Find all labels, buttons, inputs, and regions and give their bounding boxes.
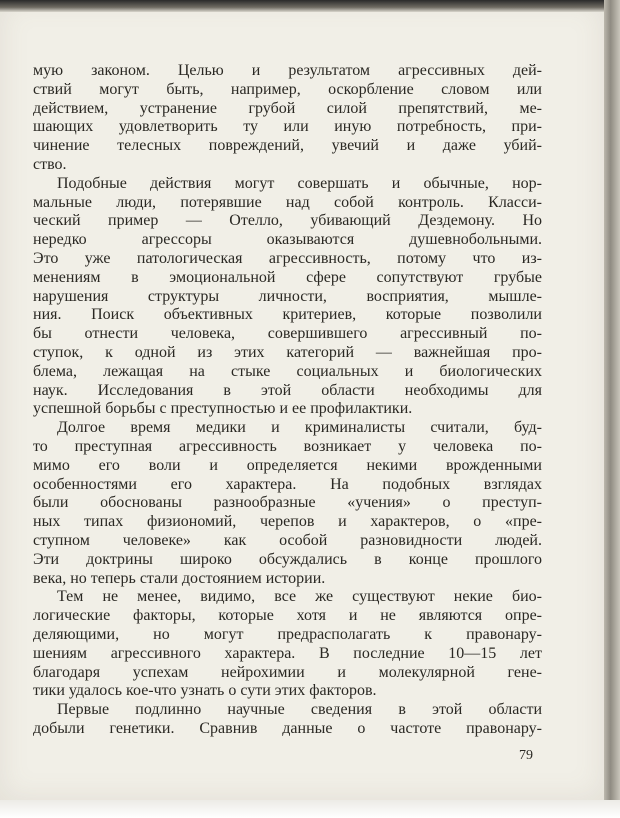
- text-line: Подобные действия могут совершать и обычные, нор-: [57, 174, 542, 192]
- text-line: то преступная агрессивность возникает у человека по-: [33, 437, 542, 455]
- text-line: века, но теперь стали достоянием истории.: [33, 569, 326, 587]
- text-line: ческий пример — Отелло, убивающий Дездемону. Но: [33, 212, 542, 230]
- body-text: [33, 62, 542, 739]
- text-line: деляющими, но могут предрасполагать к правонару-: [33, 625, 542, 643]
- text-line: нарушения структуры личности, восприятия, мышле-: [33, 287, 542, 305]
- scan-bottom-edge: [0, 800, 620, 818]
- text-line: ствий могут быть, например, оскорбление словом или: [33, 80, 542, 98]
- text-line: успешной борьбы с преступностью и ее профилактики.: [33, 400, 413, 418]
- text-line: ных типах физиономий, черепов и характеров, о «пре-: [33, 513, 542, 531]
- text-line: Тем не менее, видимо, все же существуют некие био-: [57, 588, 542, 606]
- text-line: Эти доктрины широко обсуждались в конце прошлого: [33, 550, 542, 568]
- text-line: добыли генетики. Сравнив данные о частоте правонару-: [33, 719, 542, 737]
- text-line: ступок, к одной из этих категорий — важнейшая про-: [33, 343, 542, 361]
- text-line: менениям в эмоциональной сфере сопутствуют грубые: [33, 268, 542, 286]
- text-line: Это уже патологическая агрессивность, потому что из-: [33, 249, 542, 267]
- scan-right-edge: [604, 0, 620, 818]
- text-line: блема, лежащая на стыке социальных и биологических: [33, 362, 542, 380]
- text-line: мальные люди, потерявшие над собой контроль. Класси-: [33, 193, 542, 211]
- text-line: ство.: [33, 155, 67, 173]
- text-line: логические факторы, которые хотя и не являются опре-: [33, 607, 542, 625]
- scan-top-edge: [0, 0, 620, 12]
- text-line: благодаря успехам нейрохимии и молекулярной гене-: [33, 663, 542, 681]
- text-line: Долгое время медики и криминалисты считали, буд-: [57, 419, 542, 437]
- text-line: особенностями его характера. На подобных взглядах: [33, 475, 542, 493]
- text-line: чинение телесных повреждений, увечий и даже убий-: [33, 137, 542, 155]
- text-line: действием, устранение грубой силой препятствий, ме-: [33, 99, 542, 117]
- text-line: шениям агрессивного характера. В последние 10—15 лет: [33, 644, 542, 662]
- text-line: ступном человеке» как особой разновидности людей.: [33, 531, 542, 549]
- text-line: бы отнести человека, совершившего агрессивный по-: [33, 325, 542, 343]
- text-line: Первые подлинно научные сведения в этой области: [57, 701, 542, 719]
- text-line: мую законом. Целью и результатом агрессивных дей-: [33, 62, 542, 79]
- text-line: мимо его воли и определяется некими врожденными: [33, 456, 542, 474]
- text-line: были обоснованы разнообразные «учения» о преступ-: [33, 494, 542, 512]
- text-line: ния. Поиск объективных критериев, которые позволили: [33, 306, 542, 324]
- text-line: нередко агрессоры оказываются душевнобольными.: [33, 231, 542, 249]
- text-line: шающих удовлетворить ту или иную потребность, при-: [33, 118, 542, 136]
- text-line: тики удалось кое-что узнать о сути этих факторов.: [33, 682, 377, 700]
- text-line: наук. Исследования в этой области необходимы для: [33, 381, 542, 399]
- page-number: 79: [519, 748, 533, 763]
